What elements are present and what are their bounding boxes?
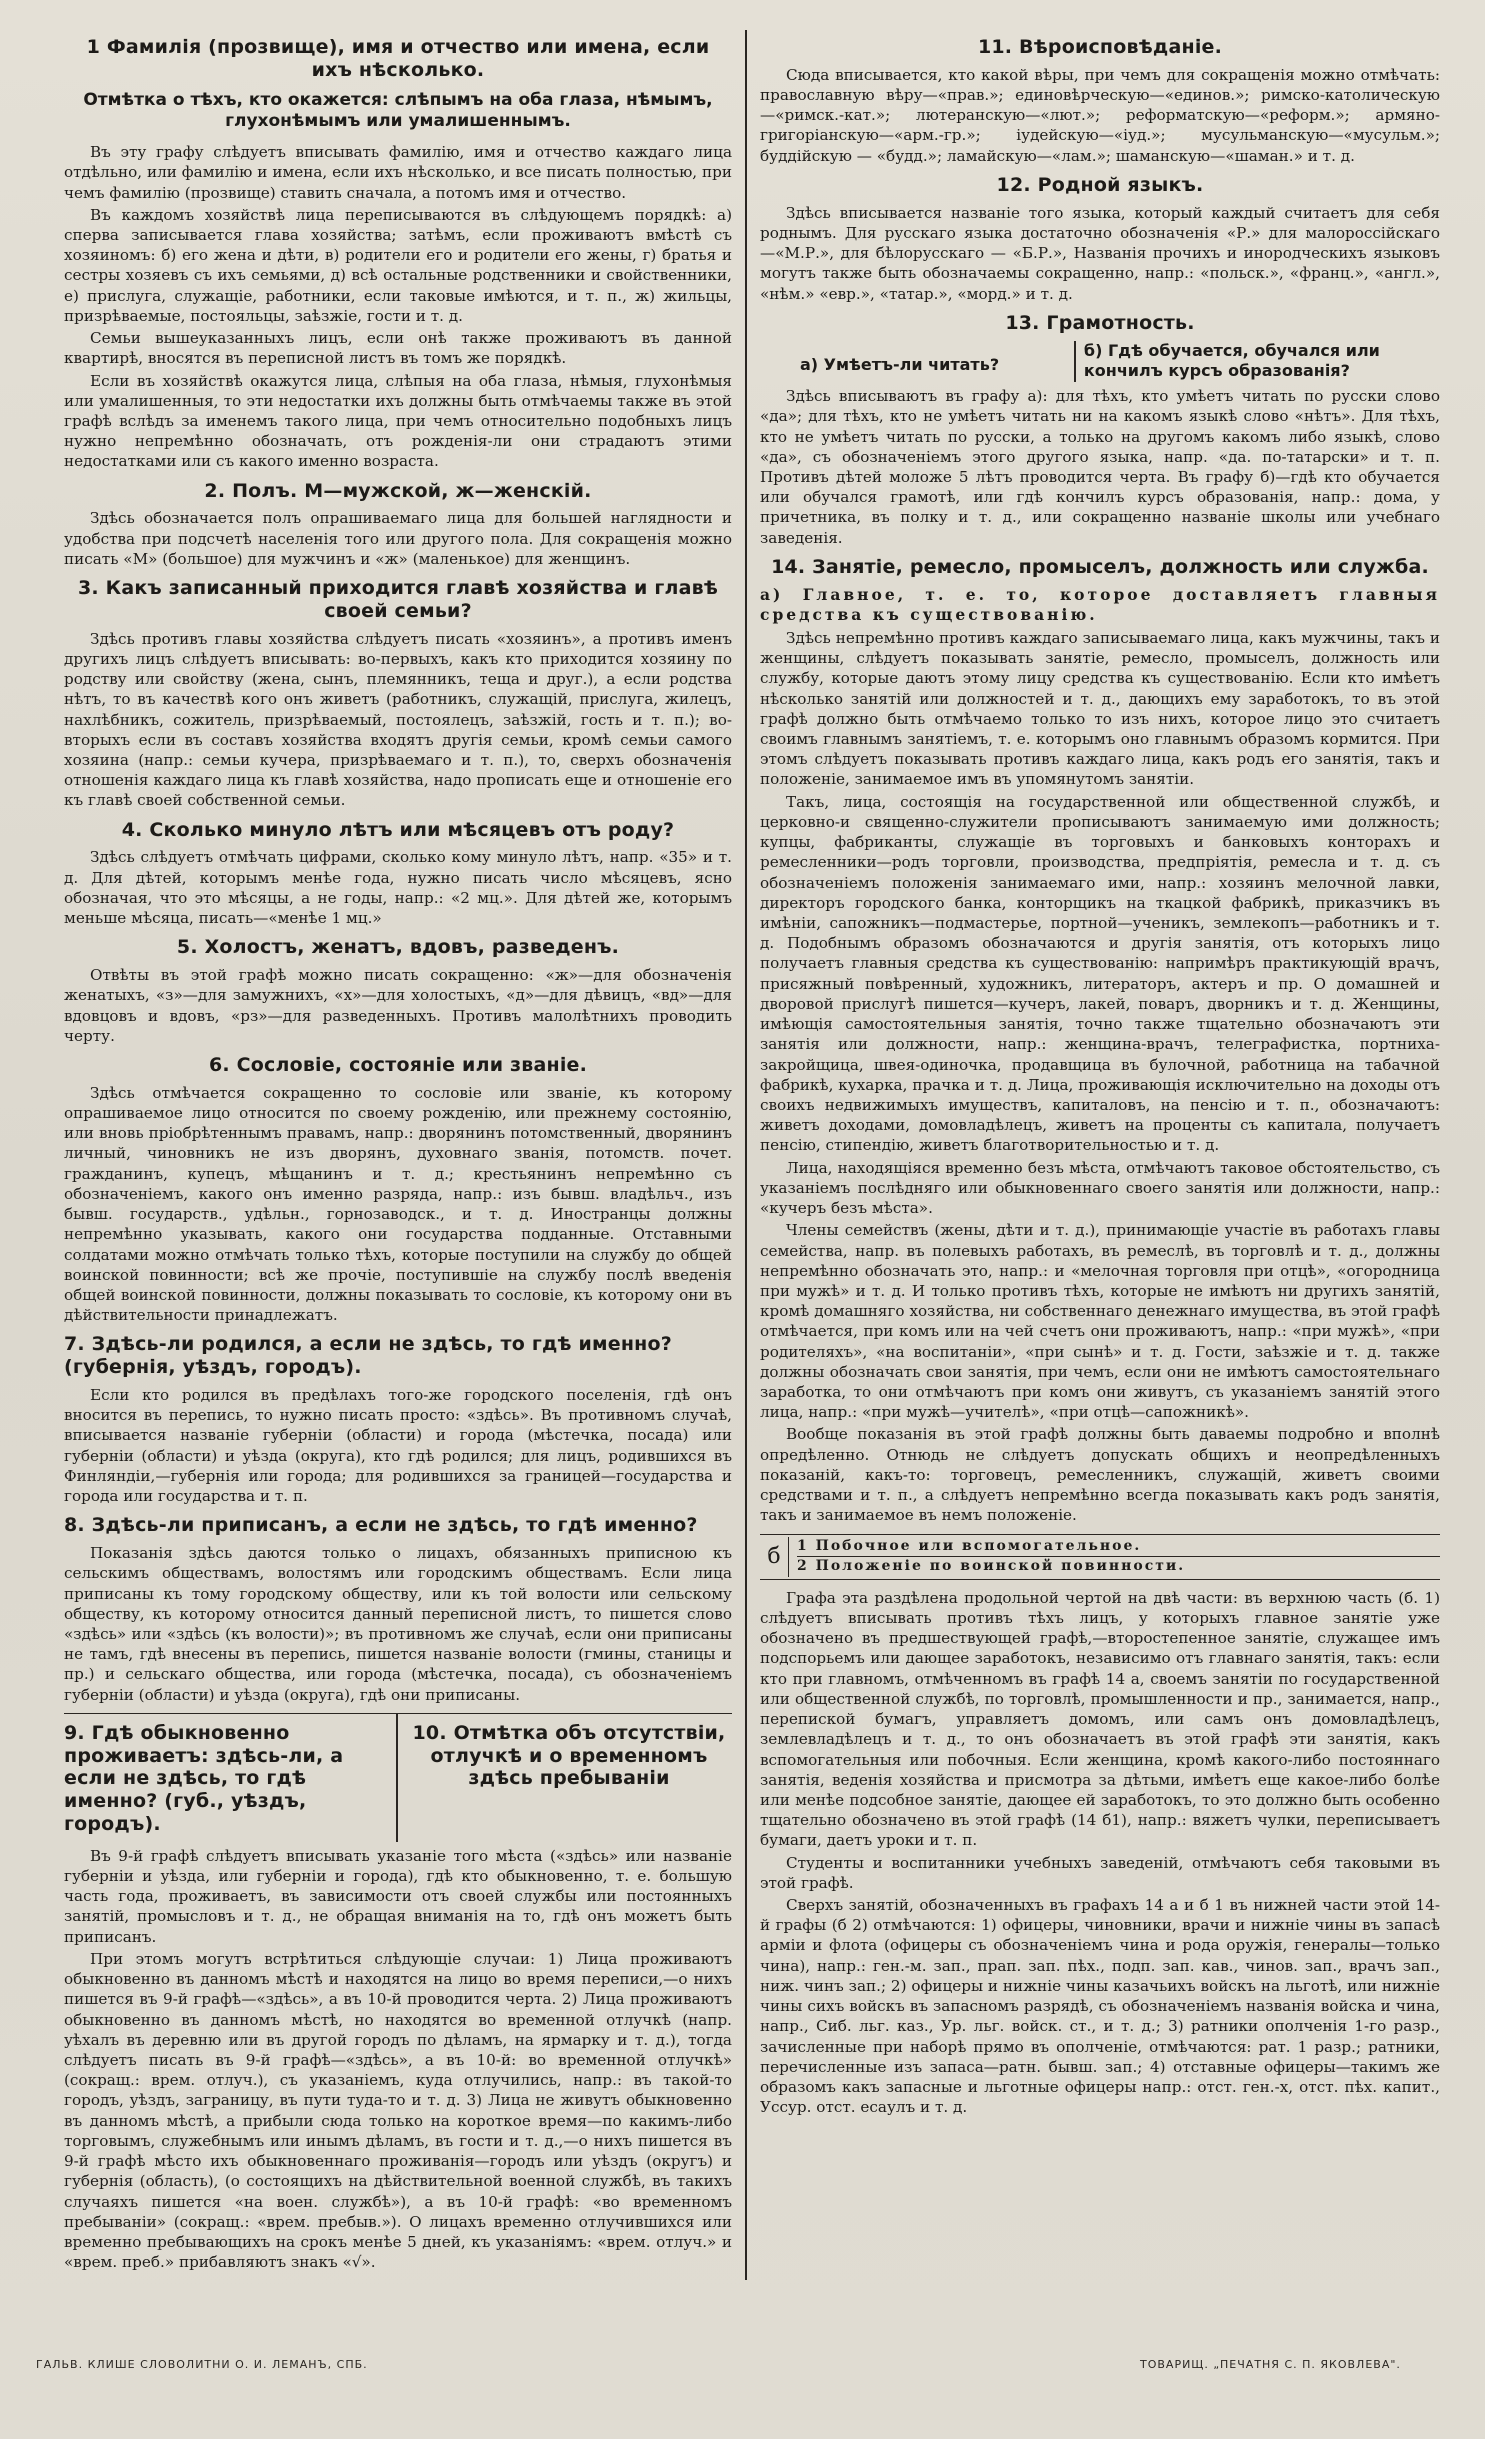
q1-subtitle: Отмѣтка о тѣхъ, кто окажется: слѣпымъ на оба глаза, нѣмымъ, глухонѣмымъ или умалишеннымъ.: [83, 89, 713, 131]
q8-paragraph: Показанія здѣсь даются только о лицахъ, обязанныхъ приписною къ сельскимъ обществамъ, волостямъ или городскимъ обществамъ. Если лица приписаны къ тому городскому обществу, или къ той волости или сельскому обществу, къ которому относится данный переписной листъ, то пишется слово «здѣсь» или «здѣсь (къ волости)»; въ противномъ же случаѣ, если они приписаны не тамъ, гдѣ внесены въ перепись, пишется названіе волости (гмины, станицы и пр.) и сельскаго общества, или города (мѣстечка, посада), съ обозначеніемъ губерніи (области) и уѣзда (округа), гдѣ они приписаны.: [64, 1544, 732, 1704]
q14-b2-label: 2 Положеніе по воинской повинности.: [797, 1558, 1186, 1575]
printer-credit-right: ТОВАРИЩ. „ПЕЧАТНЯ С. П. ЯКОВЛЕВА".: [1140, 2358, 1401, 2371]
q1-paragraph: Въ каждомъ хозяйствѣ лица переписываются въ слѣдующемъ порядкѣ: а) сперва записывается глава хозяйства; затѣмъ, если проживаютъ вмѣстѣ съ хозяиномъ: б) его жена и дѣти, в) родители его и родители его жены, г) братья и сестры хозяевъ съ ихъ семьями, д) всѣ остальные родственники и свойственники, е) прислуга, служащіе, работники, если таковые имѣются, и т. п., ж) жильцы, призрѣваемые, постояльцы, заѣзжіе, гости и т. д.: [64, 205, 732, 325]
q14-paragraph: Такъ, лица, состоящія на государственной или общественной службѣ, и церковно-и священно-служители прописываютъ занимаемую ими должность; купцы, фабриканты, служащіе въ торговыхъ и банковыхъ конторахъ и ремесленники—родъ торговли, производства, предпріятія, ремесла и т. д. съ обозначеніемъ положенія занимаемаго ими, напр.: хозяинъ мелочной лавки, директоръ городского банка, конторщикъ на ткацкой фабрикѣ, приказчикъ въ имѣніи, сапожникъ—подмастерье, портной—ученикъ, землекопъ—работникъ и т. д. Подобнымъ образомъ обозначаются и другія занятія, отъ которыхъ лицо получаетъ главныя средства къ существованію: напримѣръ практикующій врачъ, присяжный повѣренный, художникъ, литераторъ, актеръ и пр. О домашней и дворовой прислугѣ пишется—кучеръ, лакей, поваръ, дворникъ и т. д. Женщины, имѣющія самостоятельныя занятія, точно также тщательно обозначаютъ эти занятія или должности, напр.: женщина-врачъ, телеграфистка, портниха-закройщица, швея-одиночка, продавщица въ булочной, работница на табачной фабрикѣ, кухарка, прачка и т. д. Лица, проживающія исключительно на доходы отъ своихъ недвижимыхъ имуществъ, капиталовъ, на пенсію и т. п., обозначаютъ: живетъ доходами, домовладѣлецъ, живетъ на проценты съ капитала, получаетъ пенсію, стипендію, живетъ благотворительностью и т. д.: [760, 792, 1440, 1155]
q7-title: 7. Здѣсь-ли родился, а если не здѣсь, то гдѣ именно? (губернія, уѣздъ, городъ).: [64, 1333, 672, 1379]
q14-paragraph: Вообще показанія въ этой графѣ должны быть даваемы подробно и вполнѣ опредѣленно. Отнюдь не слѣдуетъ допускать общихъ и неопредѣленныхъ показаній, какъ-то: торговецъ, ремесленникъ, служащій, живетъ своими средствами и т. п., а слѣдуетъ непремѣнно всегда показывать какъ родъ занятія, такъ и занимаемое въ немъ положеніе.: [760, 1425, 1440, 1525]
q14-paragraph: Графа эта раздѣлена продольной чертой на двѣ части: въ верхнюю часть (б. 1) слѣдуетъ вписывать противъ тѣхъ лицъ, у которыхъ главное занятіе уже обозначено въ предшествующей графѣ,—второстепенное занятіе, служащее имъ подспорьемъ или дающее заработокъ, независимо отъ главнаго занятія, такъ: если кто при главномъ, отмѣченномъ въ графѣ 14 а, своемъ занятіи по государственной или общественной службѣ, по торговлѣ, промышленности и пр., занимается, напр., перепиской бумагъ, управляетъ домомъ, или самъ онъ домовладѣлецъ, землевладѣлецъ и т. д., то онъ обозначаетъ въ этой графѣ эти занятія, какъ вспомогательныя или побочныя. Если женщина, кромѣ какого-либо постояннаго занятія, веденія хозяйства и присмотра за дѣтьми, имѣетъ еще какое-либо болѣе или менѣе подсобное занятіе, дающее ей заработокъ, то это должно быть особенно тщательно обозначено въ этой графѣ (14 б1), напр.: вяжетъ чулки, переписываетъ бумаги, даетъ уроки и т. п.: [760, 1588, 1440, 1850]
q3-title: 3. Какъ записанный приходится главѣ хозяйства и главѣ своей семьи?: [77, 577, 719, 622]
printer-credit-left: ГАЛЬВ. КЛИШЕ СЛОВОЛИТНИ О. И. ЛЕМАНЪ, СПБ.: [36, 2358, 368, 2371]
q11-paragraph: Сюда вписывается, кто какой вѣры, при чемъ для сокращенія можно отмѣчать: православную вѣру—«прав.»; единовѣрческую—«единов.»; римско-католическую—«римск.-кат.»; лютеранскую—«лют.»; реформатскую—«реформ.»; армяно-григоріанскую—«арм.-гр.»; іудейскую—«іуд.»; мусульманскую—«мусульм.»; буддійскую — «будд.»; ламайскую—«лам.»; шаманскую—«шаман.» и т. д.: [760, 65, 1440, 165]
q14-b-header: [760, 1534, 1440, 1580]
right-column: [760, 28, 1440, 2283]
q3-paragraph: Здѣсь противъ главы хозяйства слѣдуетъ писать «хозяинъ», а противъ именъ другихъ лицъ слѣдуетъ вписывать: во-первыхъ, какъ кто приходится хозяину по родству или свойству (жена, сынъ, племянникъ, теща и друг.), а если родства нѣтъ, то въ качествѣ кого онъ живетъ (работникъ, служащій, прислуга, жилецъ, нахлѣбникъ, сожитель, призрѣваемый, постоялецъ, заѣзжій, гость и т. п.); во-вторыхъ если въ составъ хозяйства входятъ другія семьи, кромѣ семьи самого хозяина (напр.: семьи кучера, призрѣваемаго и т. п.), то, сверхъ обозначенія отношенія каждаго лица къ главѣ хозяйства, надо прописать еще и отношеніе его къ главѣ своей собственной семьи.: [64, 629, 732, 810]
q8-title: 8. Здѣсь-ли приписанъ, а если не здѣсь, то гдѣ именно?: [64, 1514, 698, 1537]
q2-title: 2. Полъ. М—мужской, ж—женскій.: [204, 479, 592, 502]
q2-paragraph: Здѣсь обозначается полъ опрашиваемаго лица для большей наглядности и удобства при подсчетѣ населенія того или другого пола. Для сокращенія можно писать «М» (большое) для мужчинъ и «ж» (маленькое) для женщинъ.: [64, 509, 732, 568]
q6-title: 6. Сословіе, состояніе или званіе.: [208, 1053, 588, 1076]
q11-title: 11. Вѣроисповѣданіе.: [977, 36, 1223, 58]
q13-title: 13. Грамотность.: [1005, 311, 1195, 334]
q6-paragraph: Здѣсь отмѣчается сокращенно то сословіе или званіе, къ которому опрашиваемое лицо относится по своему рожденію, или прежнему состоянію, или вновь пріобрѣтеннымъ правамъ, напр.: дворянинъ потомственный, дворянинъ личный, чиновникъ не изъ дворянъ, духовнаго званія, потомств. почет. гражданинъ, купецъ, мѣщанинъ и т. д.; крестьянинъ непремѣнно съ обозначеніемъ, какого онъ именно разряда, напр.: изъ бывш. владѣльч., изъ бывш. государств., удѣльн., горнозаводск., и т. д. Иностранцы должны непремѣнно указывать, какого они государства подданные. Отставными солдатами можно отмѣчать только тѣхъ, которые поступили на службу до общей воинской повинности; всѣ же прочіе, поступившіе на службу послѣ введенія общей воинской повинности, должны показывать то сословіе, къ которому они въ дѣйствительности принадлежатъ.: [64, 1083, 732, 1325]
q4-title: 4. Сколько минуло лѣтъ или мѣсяцевъ отъ роду?: [121, 818, 675, 841]
q14-a-subtitle: а) Главное, т. е. то, которое доставляетъ главныя средства къ существованію.: [760, 584, 1440, 625]
q14-b-number: б: [767, 1544, 781, 1570]
q14-title: 14. Занятіе, ремесло, промыселъ, должность или служба.: [771, 555, 1429, 578]
q7-paragraph: Если кто родился въ предѣлахъ того-же городского поселенія, гдѣ онъ вносится въ перепись, то нужно писать просто: «здѣсь». Въ противномъ случаѣ, вписывается названіе губерніи (области) и города (мѣстечка, посада) или губерніи (области) и уѣзда (округа), кто гдѣ родился; для лицъ, родившихся въ Финляндіи,—губернія или города; для родившихся за границей—государства и города или государства и т. п.: [64, 1385, 732, 1506]
q9-paragraph: Въ 9-й графѣ слѣдуетъ вписывать указаніе того мѣста («здѣсь» или названіе губерніи и уѣзда, или губерніи и города), гдѣ кто обыкновенно, т. е. большую часть года, проживаетъ, въ зависимости отъ своей службы или постоянныхъ занятій, промысловъ и т. д., не обращая вниманія на то, гдѣ онъ можетъ быть приписанъ.: [64, 1846, 732, 1946]
q9-q10-header: [64, 1713, 732, 1842]
q1-paragraph: Въ эту графу слѣдуетъ вписывать фамилію, имя и отчество каждаго лица отдѣльно, или фамилію и имена, если ихъ нѣсколько, и все писать полностью, при чемъ фамилію (прозвище) ставить сначала, а потомъ имя и отчество.: [64, 143, 732, 202]
q5-paragraph: Отвѣты въ этой графѣ можно писать сокращенно: «ж»—для обозначенія женатыхъ, «з»—для замужнихъ, «х»—для холостыхъ, «д»—для дѣвицъ, «вд»—для вдовцовъ и вдовъ, «рз»—для разведенныхъ. Противъ малолѣтнихъ проводить черту.: [64, 966, 732, 1045]
q1-title: 1 Фамилія (прозвище), имя и отчество или имена, если ихъ нѣсколько.: [86, 36, 710, 81]
q13-b-label: б) Гдѣ обучается, обучался или кончилъ курсъ образованія?: [1074, 341, 1440, 383]
q14-paragraph: Студенты и воспитанники учебныхъ заведеній, отмѣчаютъ себя таковыми въ этой графѣ.: [760, 1853, 1440, 1892]
column-divider: [745, 30, 747, 2280]
q14-b1-label: 1 Побочное или вспомогательное.: [797, 1537, 1440, 1558]
left-column: [64, 28, 732, 2283]
q10-title: 10. Отмѣтка объ отсутствіи, отлучкѣ и о временномъ здѣсь пребываніи: [412, 1721, 726, 1790]
q13-a-label: а) Умѣетъ-ли читать?: [800, 354, 1000, 374]
q9-paragraph: При этомъ могутъ встрѣтиться слѣдующіе случаи: 1) Лица проживаютъ обыкновенно въ данномъ мѣстѣ и находятся на лицо во время переписи,—о нихъ пишется въ 9-й графѣ—«здѣсь», а въ 10-й проводится черта. 2) Лица проживаютъ обыкновенно въ данномъ мѣстѣ, но находятся во временной отлучкѣ (напр. уѣхалъ въ деревню или въ другой городъ по дѣламъ, на ярмарку и т. д.), тогда слѣдуетъ писать въ 9-й графѣ—«здѣсь», а въ 10-й: во временной отлучкѣ» (сокращ.: врем. отлуч.), съ указаніемъ, куда отлучились, напр.: въ такой-то городъ, уѣздъ, заграницу, въ пути туда-то и т. д. 3) Лица не живутъ обыкновенно въ данномъ мѣстѣ, а прибыли сюда только на короткое время—по какимъ-либо торговымъ, служебнымъ или инымъ дѣламъ, въ гости и т. д.,—о нихъ пишется въ 9-й графѣ мѣсто ихъ обыкновеннаго проживанія—городъ или уѣздъ (округъ) и губернія (область), (о состоящихъ на дѣйствительной военной службѣ, въ такихъ случаяхъ пишется «на воен. службѣ»), а въ 10-й графѣ: «во временномъ пребываніи» (сокращ.: «врем. пребыв.»). О лицахъ временно отлучившихся или временно пребывающихъ на срокъ менѣе 5 дней, къ указаніямъ: «врем. отлуч.» и «врем. преб.» прибавляютъ знакъ «√».: [64, 1949, 732, 2272]
q9-title: 9. Гдѣ обыкновенно проживаетъ: здѣсь-ли, а если не здѣсь, то гдѣ именно? (губ., уѣздъ, городъ).: [64, 1721, 344, 1836]
q13-subheader: [760, 341, 1440, 383]
q14-paragraph: Сверхъ занятій, обозначенныхъ въ графахъ 14 а и б 1 въ нижней части этой 14-й графы (б 2) отмѣчаются: 1) офицеры, чиновники, врачи и нижніе чины въ запасѣ арміи и флота (офицеры съ обозначеніемъ чина и рода оружія, генералы—только чина), напр.: ген.-м. зап., прап. зап. пѣх., подп. зап. кав., чинов. зап., врачъ зап., ниж. чинъ зап.; 2) офицеры и нижніе чины казачьихъ войскъ на льготѣ, или нижніе чины сихъ войскъ въ запасномъ разрядѣ, съ обозначеніемъ названія войска и чина, напр., Сиб. льг. каз., Ур. льг. войск. ст., и т. д.; 3) ратники ополченія 1-го разр., зачисленные при наборѣ прямо въ ополченіе, отмѣчаются: рат. 1 разр.; ратники, перечисленные изъ запаса—ратн. бывш. зап.; 4) отставные офицеры—такимъ же образомъ какъ запасные и льготные офицеры напр.: отст. ген.-х, отст. пѣх. капит., Уссур. отст. есаулъ и т. д.: [760, 1896, 1440, 2117]
q14-paragraph: Здѣсь непремѣнно противъ каждаго записываемаго лица, какъ мужчины, такъ и женщины, слѣдуетъ показывать занятіе, ремесло, промыселъ, должность или службу, которые даютъ этому лицу средства къ существованію. Если кто имѣетъ нѣсколько занятій или должностей и т. д., дающихъ ему заработокъ, то въ этой графѣ должно быть отмѣчаемо только то изъ нихъ, которое лицо это считаетъ своимъ главнымъ занятіемъ, т. е. которымъ оно главнымъ образомъ кормится. При этомъ слѣдуетъ показывать противъ каждаго лица, какъ родъ его занятія, такъ и положеніе, занимаемое имъ въ упомянутомъ занятіи.: [760, 628, 1440, 789]
q12-title: 12. Родной языкъ.: [996, 173, 1204, 196]
q12-paragraph: Здѣсь вписывается названіе того языка, который каждый считаетъ для себя роднымъ. Для русскаго языка достаточно обозначенія «Р.» для малороссійскаго—«М.Р.», для бѣлорусскаго — «Б.Р.», Названія прочихъ и инородческихъ языковъ могутъ также быть обозначаемы сокращенно, напр.: «польск.», «франц.», «англ.», «нѣм.» «евр.», «татар.», «морд.» и т. д.: [760, 203, 1440, 303]
q1-paragraph: Если въ хозяйствѣ окажутся лица, слѣпыя на оба глаза, нѣмыя, глухонѣмыя или умалишенныя, то эти недостатки ихъ должны быть отмѣчаемы также въ этой графѣ вслѣдъ за именемъ такого лица, при чемъ относительно подобныхъ лицъ нужно непремѣнно обозначать, отъ рожденія-ли они страдаютъ этими недостатками или съ какого именно возраста.: [64, 371, 732, 471]
q1-paragraph: Семьи вышеуказанныхъ лицъ, если онѣ также проживаютъ въ данной квартирѣ, вносятся въ переписной листъ въ томъ же порядкѣ.: [64, 329, 732, 368]
q14-paragraph: Члены семействъ (жены, дѣти и т. д.), принимающіе участіе въ работахъ главы семейства, напр. въ полевыхъ работахъ, въ ремеслѣ, въ торговлѣ и т. д., должны непремѣнно обозначать это, напр.: и «мелочная торговля при отцѣ», «огородница при мужѣ» и т. д. И только противъ тѣхъ, которые не имѣютъ ни другихъ занятій, кромѣ домашняго хозяйства, ни собственнаго денежнаго имущества, въ этой графѣ отмѣчается, при комъ или на чей счетъ они проживаютъ, напр.: «при мужѣ», «при родителяхъ», «на воспитаніи», «при сынѣ» и т. д. Гости, заѣзжіе и т. д. также должны обозначать свои занятія, при чемъ, если они не имѣютъ самостоятельнаго заработка, то они отмѣчаютъ при комъ они живутъ, съ указаніемъ занятій этого лица, напр.: «при мужѣ—учителѣ», «при отцѣ—сапожникѣ».: [760, 1221, 1440, 1422]
q13-paragraph: Здѣсь вписываютъ въ графу а): для тѣхъ, кто умѣетъ читать по русски слово «да»; для тѣхъ, кто не умѣетъ читать ни на какомъ языкѣ слово «нѣтъ». Для тѣхъ, кто не умѣетъ читать по русски, а только на другомъ какомъ либо языкѣ, слово «да», съ обозначеніемъ этого другого языка, напр. «да. по-татарски» и т. п. Противъ дѣтей моложе 5 лѣтъ проводится черта. Въ графу б)—гдѣ кто обучается или обучался грамотѣ, или гдѣ кончилъ курсъ образованія, напр.: дома, у причетника, въ полку и т. д., или сокращенно названіе школы или учебнаго заведенія.: [760, 387, 1440, 547]
q4-paragraph: Здѣсь слѣдуетъ отмѣчать цифрами, сколько кому минуло лѣтъ, напр. «35» и т. д. Для дѣтей, которымъ менѣе года, нужно писать число мѣсяцевъ, ясно обозначая, что это мѣсяцы, а не годы, напр.: «2 мц.». Для дѣтей же, которымъ меньше мѣсяца, писать—«менѣе 1 мц.»: [64, 848, 732, 928]
q14-paragraph: Лица, находящіяся временно безъ мѣста, отмѣчаютъ таковое обстоятельство, съ указаніемъ послѣдняго или обыкновеннаго своего занятія или должности, напр.: «кучеръ безъ мѣста».: [760, 1158, 1440, 1218]
q5-title: 5. Холостъ, женатъ, вдовъ, разведенъ.: [176, 936, 620, 959]
